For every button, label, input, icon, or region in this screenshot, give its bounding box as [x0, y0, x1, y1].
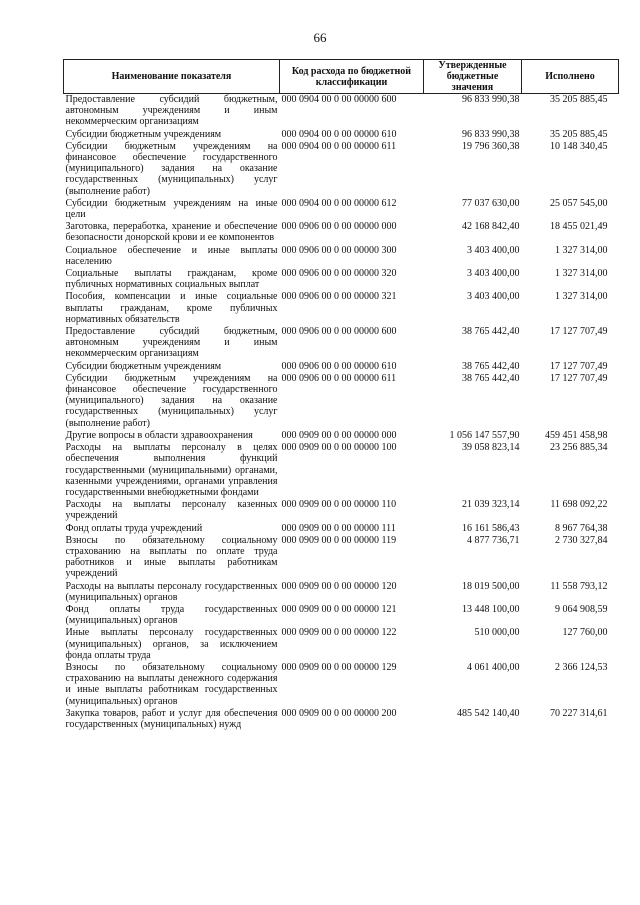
- table-row: [64, 604, 619, 627]
- row-budget-code: 000 0909 00 0 00 00000 111: [281, 522, 396, 534]
- row-executed-value: 17 127 707,49: [550, 326, 608, 338]
- row-budget-code: 000 0906 00 0 00 00000 600: [281, 326, 397, 338]
- row-executed-value: 9 064 908,59: [555, 603, 608, 615]
- row-approved-value: 42 168 842,40: [462, 221, 520, 233]
- row-executed-value: 18 455 021,49: [550, 221, 608, 233]
- row-indicator-name: Субсидии бюджетным учреждениям на иные цели: [65, 197, 278, 221]
- row-budget-code: 000 0909 00 0 00 00000 110: [281, 499, 397, 511]
- table-row: [64, 523, 619, 535]
- row-approved-value: 96 833 990,38: [462, 94, 520, 105]
- header-indicator-name: Наименование показателя: [64, 60, 280, 94]
- row-executed-value: 459 451 458,98: [545, 429, 608, 441]
- table-row: [64, 268, 619, 291]
- table-row: [64, 94, 619, 129]
- row-approved-value: 485 542 140,40: [457, 707, 520, 719]
- row-budget-code: 000 0906 00 0 00 00000 610: [281, 360, 397, 372]
- row-approved-value: 96 833 990,38: [462, 128, 520, 140]
- row-indicator-name: Фонд оплаты труда учреждений: [65, 522, 203, 534]
- row-budget-code: 000 0909 00 0 00 00000 122: [281, 627, 397, 639]
- page-number: 66: [313, 30, 327, 45]
- row-budget-code: 000 0904 00 0 00 00000 612: [281, 197, 397, 209]
- row-executed-value: 10 148 340,45: [550, 140, 608, 152]
- header-executed: Исполнено: [522, 60, 619, 94]
- row-indicator-name: Расходы на выплаты персоналу государственных (муниципальных) органов: [65, 580, 278, 603]
- table-row: [64, 535, 619, 581]
- row-indicator-name: Иные выплаты персоналу государственных (муниципальных) органов, за исключением фонда оплаты труда: [65, 627, 278, 661]
- table-row: [64, 373, 619, 430]
- row-indicator-name: Субсидии бюджетным учреждениям: [65, 360, 222, 372]
- row-executed-value: 35 205 885,45: [550, 128, 608, 140]
- row-indicator-name: Субсидии бюджетным учреждениям на финансовое обеспечение государственного (муниципального) задания на оказание государственных (муниципальных) услуг (выполнение работ): [65, 140, 278, 197]
- table-row: [64, 326, 619, 361]
- row-executed-value: 35 205 885,45: [550, 94, 608, 105]
- row-indicator-name: Субсидии бюджетным учреждениям на финансовое обеспечение государственного (муниципального) задания на оказание государственных (муниципальных) услуг (выполнение работ): [65, 372, 278, 429]
- row-approved-value: 16 161 586,43: [462, 522, 520, 534]
- row-executed-value: 2 730 327,84: [555, 534, 608, 546]
- table-row: [64, 581, 619, 604]
- row-approved-value: 3 403 400,00: [467, 244, 520, 256]
- row-approved-value: 4 061 400,00: [467, 661, 520, 673]
- row-approved-value: 38 765 442,40: [462, 360, 520, 372]
- row-indicator-name: Другие вопросы в области здравоохранения: [65, 429, 253, 441]
- row-indicator-name: Взносы по обязательному социальному страхованию на выплаты по оплате труда работников и иные выплаты работникам учреждений: [65, 534, 278, 580]
- row-budget-code: 000 0906 00 0 00 00000 320: [281, 268, 397, 280]
- row-approved-value: 4 877 736,71: [467, 534, 520, 546]
- table-row: [64, 662, 619, 708]
- row-approved-value: 18 019 500,00: [462, 580, 520, 592]
- row-budget-code: 000 0909 00 0 00 00000 000: [281, 429, 397, 441]
- row-executed-value: 1 327 314,00: [555, 291, 608, 303]
- row-indicator-name: Заготовка, переработка, хранение и обеспечение безопасности донорской крови и ее компонентов: [65, 221, 278, 244]
- table-row: [64, 129, 619, 141]
- row-indicator-name: Расходы на выплаты персоналу казенных учреждений: [65, 499, 278, 522]
- row-approved-value: 77 037 630,00: [462, 197, 520, 209]
- row-indicator-name: Субсидии бюджетным учреждениям: [65, 128, 222, 140]
- row-approved-value: 13 448 100,00: [462, 603, 520, 615]
- table-row: [64, 221, 619, 244]
- table-row: [64, 198, 619, 221]
- row-executed-value: 11 558 793,12: [550, 580, 608, 592]
- table-row: [64, 499, 619, 522]
- row-budget-code: 000 0909 00 0 00 00000 120: [281, 580, 397, 592]
- table-row: [64, 245, 619, 268]
- row-executed-value: 17 127 707,49: [550, 360, 608, 372]
- row-budget-code: 000 0909 00 0 00 00000 129: [281, 661, 397, 673]
- row-budget-code: 000 0909 00 0 00 00000 119: [281, 534, 397, 546]
- row-executed-value: 25 057 545,00: [550, 197, 608, 209]
- row-approved-value: 39 058 823,14: [462, 442, 520, 454]
- row-budget-code: 000 0906 00 0 00 00000 321: [281, 291, 397, 303]
- row-indicator-name: Социальное обеспечение и иные выплаты населению: [65, 244, 278, 267]
- row-executed-value: 8 967 764,38: [555, 522, 608, 534]
- row-indicator-name: Социальные выплаты гражданам, кроме публичных нормативных социальных выплат: [65, 268, 278, 291]
- row-indicator-name: Предоставление субсидий бюджетным, автономным учреждениям и иным некоммерческим организациям: [65, 94, 278, 128]
- table-header-row: [64, 60, 619, 94]
- row-indicator-name: Предоставление субсидий бюджетным, автономным учреждениям и иным некоммерческим организациям: [65, 326, 278, 360]
- row-executed-value: 1 327 314,00: [555, 244, 608, 256]
- header-budget-code: Код расхода по бюджетной классификации: [280, 60, 424, 94]
- row-budget-code: 000 0909 00 0 00 00000 121: [281, 603, 397, 615]
- row-budget-code: 000 0904 00 0 00 00000 611: [281, 140, 397, 152]
- row-budget-code: 000 0906 00 0 00 00000 300: [281, 244, 397, 256]
- table-row: [64, 430, 619, 442]
- row-budget-code: 000 0906 00 0 00 00000 611: [281, 372, 397, 384]
- header-approved-values: Утвержденные бюджетные значения: [424, 60, 522, 94]
- row-approved-value: 38 765 442,40: [462, 326, 520, 338]
- table-row: [64, 361, 619, 373]
- row-indicator-name: Фонд оплаты труда государственных (муниципальных) органов: [65, 603, 278, 627]
- row-budget-code: 000 0904 00 0 00 00000 610: [281, 128, 397, 140]
- row-approved-value: 3 403 400,00: [467, 268, 520, 280]
- row-executed-value: 2 366 124,53: [555, 661, 608, 673]
- row-executed-value: 11 698 092,22: [550, 499, 608, 511]
- row-indicator-name: Взносы по обязательному социальному страхованию на выплаты денежного содержания и иные выплаты работникам государственных (муниципальных) органов: [65, 661, 278, 707]
- row-executed-value: 17 127 707,49: [550, 372, 608, 384]
- row-approved-value: 19 796 360,38: [462, 140, 520, 152]
- row-approved-value: 21 039 323,14: [462, 499, 520, 511]
- table-body: [64, 94, 619, 732]
- row-budget-code: 000 0906 00 0 00 00000 000: [281, 221, 397, 233]
- row-approved-value: 38 765 442,40: [462, 372, 520, 384]
- row-executed-value: 70 227 314,61: [550, 707, 608, 719]
- table-row: [64, 627, 619, 662]
- row-budget-code: 000 0909 00 0 00 00000 200: [281, 707, 397, 719]
- budget-execution-table: [63, 59, 619, 731]
- table-row: [64, 442, 619, 499]
- row-indicator-name: Расходы на выплаты персоналу в целях обеспечения выполнения функций государственными (муниципальными) органами, казенными учреждениями, органами управления государственными внебюджетными фондами: [65, 442, 278, 498]
- row-approved-value: 510 000,00: [474, 627, 520, 639]
- table-row: [64, 708, 619, 731]
- table-row: [64, 291, 619, 326]
- row-executed-value: 127 760,00: [562, 627, 608, 639]
- table-row: [64, 141, 619, 198]
- row-indicator-name: Пособия, компенсации и иные социальные выплаты гражданам, кроме публичных нормативных обязательств: [65, 291, 278, 325]
- row-approved-value: 1 056 147 557,90: [449, 429, 520, 441]
- row-budget-code: 000 0909 00 0 00 00000 100: [281, 442, 397, 454]
- row-budget-code: 000 0904 00 0 00 00000 600: [281, 94, 397, 105]
- row-executed-value: 23 256 885,34: [550, 442, 608, 454]
- row-executed-value: 1 327 314,00: [555, 268, 608, 280]
- row-indicator-name: Закупка товаров, работ и услуг для обеспечения государственных (муниципальных) нужд: [65, 707, 278, 730]
- row-approved-value: 3 403 400,00: [467, 291, 520, 303]
